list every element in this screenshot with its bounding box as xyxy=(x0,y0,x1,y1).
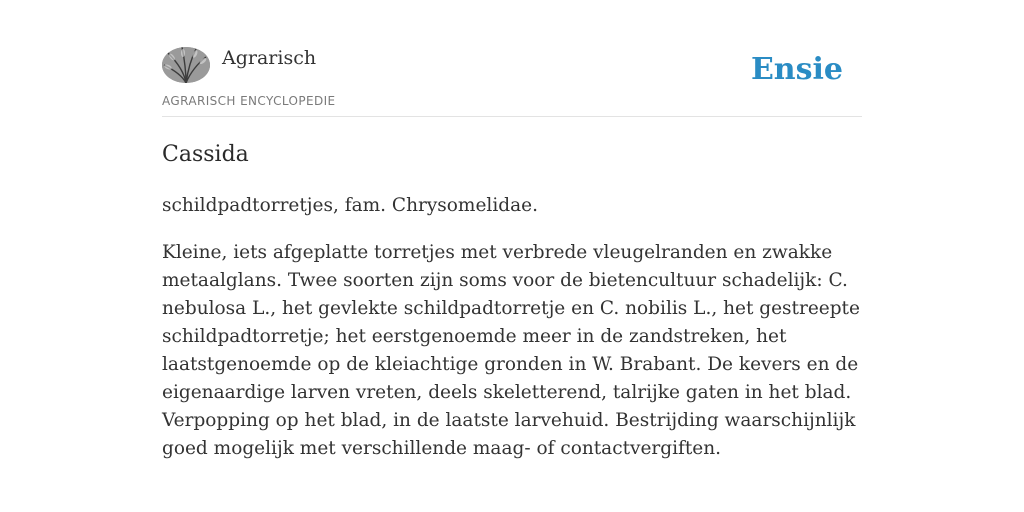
article-title: Cassida xyxy=(162,142,249,167)
article-body xyxy=(162,192,862,482)
source-subtitle: AGRARISCH ENCYCLOPEDIE xyxy=(162,94,336,108)
wheat-photo-icon[interactable] xyxy=(162,47,210,83)
article-paragraph: Kleine, iets afgeplatte torretjes met verbrede vleugelranden en zwakke metaalglans. Twee soorten zijn soms voor de bietencultuur schadelijk: C. nebulosa L., het gevlekte schildpadtorretje en C. nobilis L., het gestreepte schildpadtorretje; het eerstgenoemde meer in de zandstreken, het laatstgenoemde op de kleiachtige gronden in W. Brabant. De kevers en de eigenaardige larven vreten, deels skeletterend, talrijke gaten in het blad. Verpopping op het blad, in de laatste larvehuid. Bestrijding waarschijnlijk goed mogelijk met verschillende maag- of contactvergiften. xyxy=(162,242,860,459)
source-name[interactable]: Agrarisch xyxy=(222,47,317,69)
article-paragraph: schildpadtorretjes, fam. Chrysomelidae. xyxy=(162,195,538,216)
source-header xyxy=(162,44,862,117)
brand-logo[interactable]: Ensie xyxy=(750,52,843,87)
